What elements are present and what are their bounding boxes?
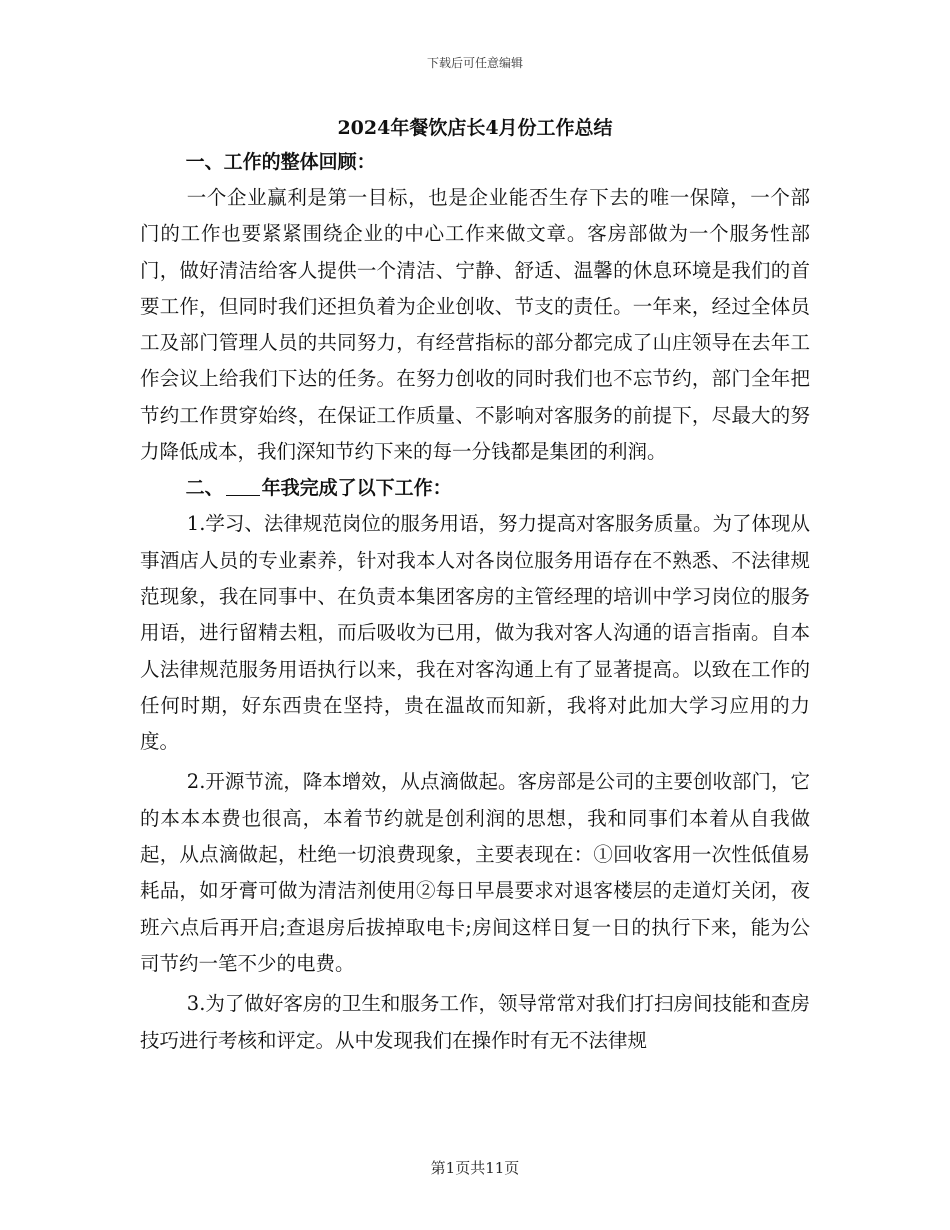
work-item-1: 1.学习、法律规范岗位的服务用语，努力提高对客服务质量。为了体现从事酒店人员的专业素养，针对我本人对各岗位服务用语存在不熟悉、不法律规范现象，我在同事中、在负责本集团客房的主管经理的培训中学习岗位的服务用语，进行留精去粗，而后吸收为已用，做为我对客人沟通的语言指南。自本人法律规范服务用语执行以来，我在对客沟通上有了显著提高。以致在工作的任何时期，好东西贵在坚持，贵在温故而知新，我将对此加大学习应用的力度。	[140, 512, 810, 754]
work-item-2: 2.开源节流，降本增效，从点滴做起。客房部是公司的主要创收部门，它的本本本费也很高，本着节约就是创利润的思想，我和同事们本着从自我做起，从点滴做起，杜绝一切浪费现象，主要表现在：①回收客用一次性低值易耗品，如牙膏可做为清洁剂使用②每日早晨要求对退客楼层的走道灯关闭，夜班六点后再开启;查退房后拔掉取电卡;房间这样日复一日的执行下来，能为公司节约一笔不少的电费。	[140, 770, 810, 975]
page-header: 下载后可任意编辑	[426, 56, 523, 70]
blank-fill-line	[226, 477, 260, 496]
section-1-heading: 一、工作的整体回顾：	[185, 151, 376, 173]
section-2-heading-suffix: 年我完成了以下工作：	[261, 477, 452, 500]
section-2-heading-prefix: 二、	[185, 477, 224, 500]
document-body	[140, 112, 810, 1059]
section-1-paragraph: 一个企业赢利是第一目标，也是企业能否生存下去的唯一保障，一个部门的工作也要紧紧围绕企业的中心工作来做文章。客房部做为一个服务性部门，做好清洁给客人提供一个清洁、宁静、舒适、温馨的休息环境是我们的首要工作，但同时我们还担负着为企业创收、节支的责任。一年来，经过全体员工及部门管理人员的共同努力，有经营指标的部分都完成了山庄领导在去年工作会议上给我们下达的任务。在努力创收的同时我们也不忘节约，部门全年把节约工作贯穿始终，在保证工作质量、不影响对客服务的前提下，尽最大的努力降低成本，我们深知节约下来的每一分钱都是集团的利润。	[140, 186, 810, 464]
work-item-3: 3.为了做好客房的卫生和服务工作，领导常常对我们打扫房间技能和查房技巧进行考核和评定。从中发现我们在操作时有无不法律规	[140, 992, 810, 1052]
document-title: 2024年餐饮店长4月份工作总结	[337, 117, 613, 139]
section-2-heading	[140, 470, 810, 506]
page-footer: 第1页共11页	[430, 1159, 520, 1177]
